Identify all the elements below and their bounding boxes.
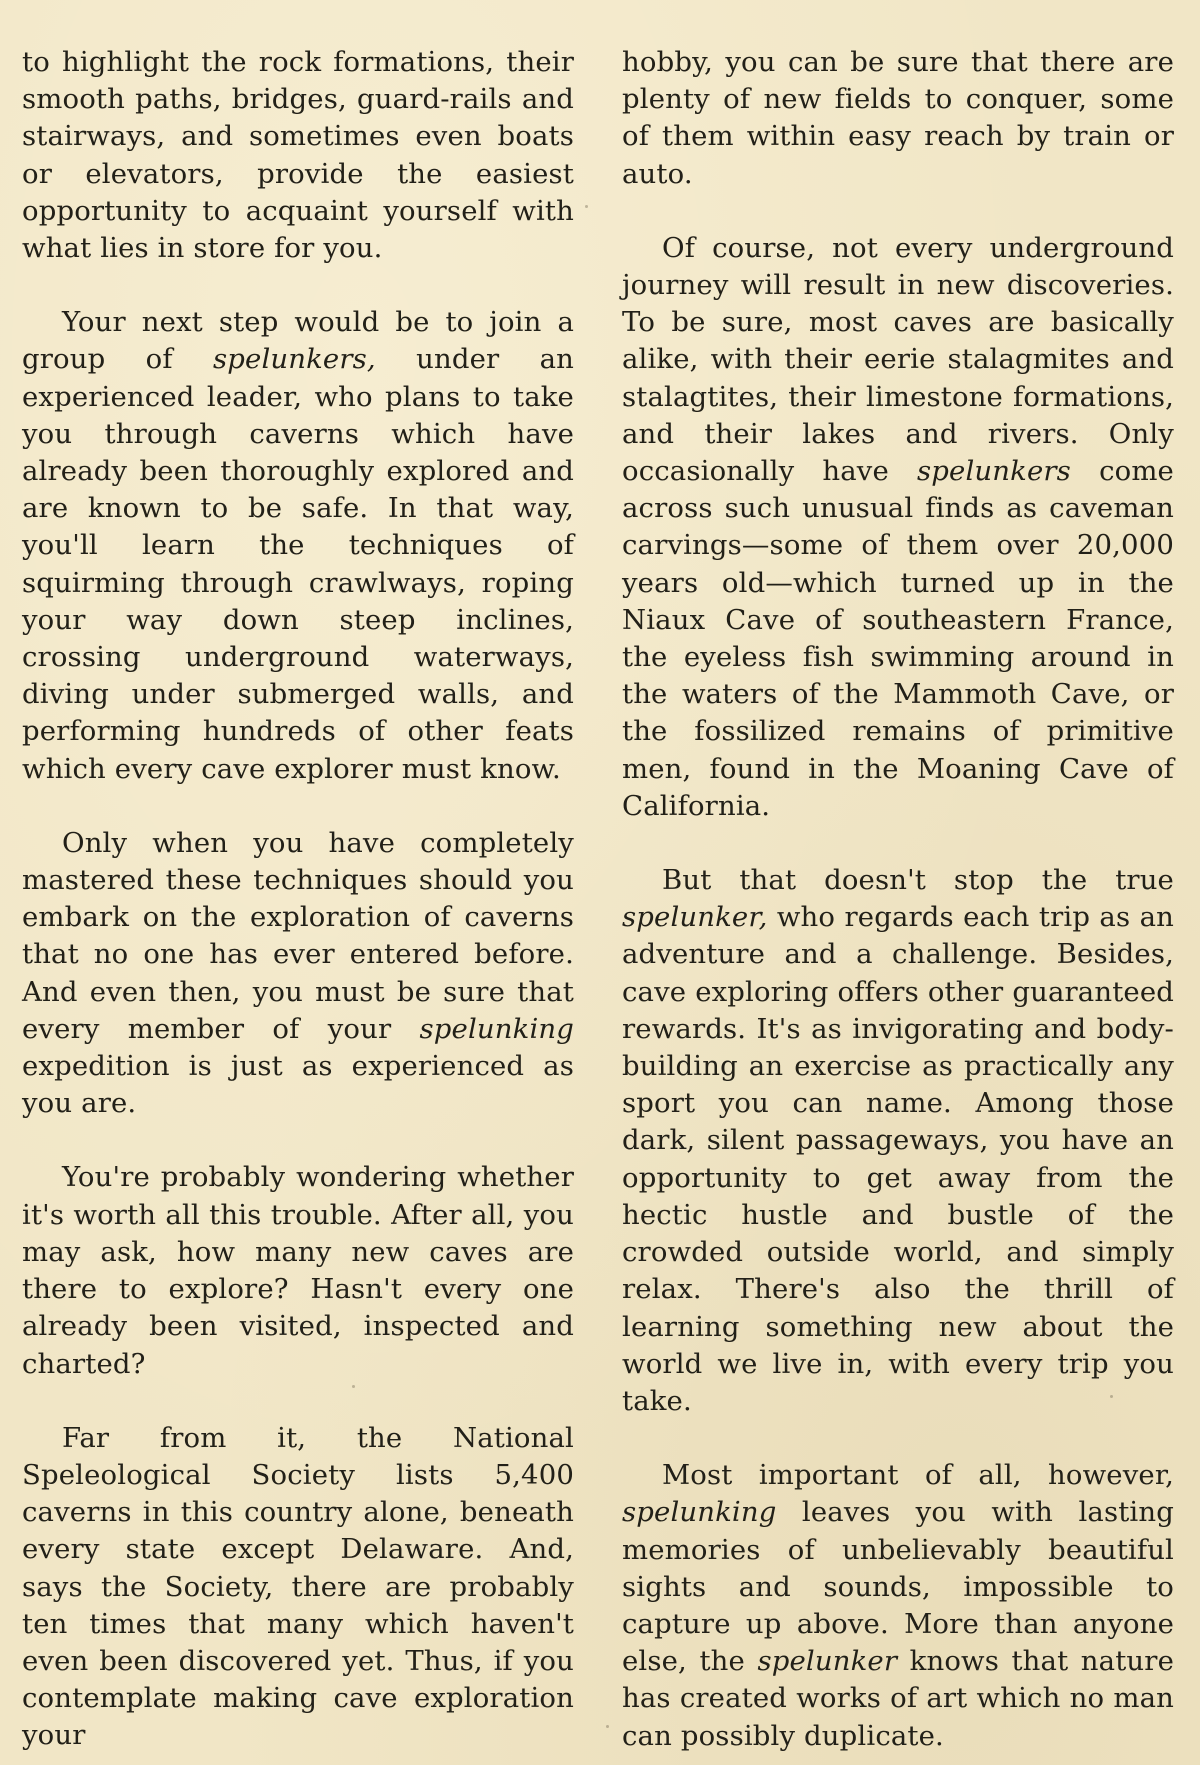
italic-term: spelunker bbox=[757, 1645, 898, 1678]
paragraph-text: under an experienced leader, who plans to take you through caverns which have already been thoroughly explored and are known to be safe. In that way, you'll learn the techniques of squirming through crawlways, roping your way down steep inclines, crossing underground waterways, diving under submerged walls, and performing hundreds of other feats which every cave explorer must know. bbox=[22, 343, 574, 785]
paragraph-text: Of course, not every underground journey will result in new discoveries. To be sure, most caves are basically alike, with their eerie stalagmites and stalagtites, their limestone formations, and their lakes and rivers. Only occasionally have bbox=[622, 231, 1174, 488]
paragraph-text: You're probably wondering whether it's worth all this trouble. After all, you may ask, how many new caves are there to explore? Hasn't every one already been visited, inspected and charted? bbox=[22, 1161, 574, 1380]
paragraph bbox=[22, 825, 574, 1123]
italic-term: spelunkers, bbox=[213, 343, 376, 376]
paragraph-text: Most important of all, however, bbox=[662, 1459, 1174, 1492]
paragraph-text: But that doesn't stop the true bbox=[662, 864, 1174, 897]
right-column bbox=[622, 44, 1174, 1755]
paragraph bbox=[22, 1420, 574, 1755]
left-column bbox=[22, 44, 574, 1755]
paragraph bbox=[622, 862, 1174, 1420]
paragraph-text: Your next step would be to join a group of bbox=[22, 306, 574, 376]
paragraph-text: come across such unusual finds as caveman carvings—some of them over 20,000 years old—which turned up in the Niaux Cave of southeastern France, the eyeless fish swimming around in the waters of the Mammoth Cave, or the fossilized remains of primitive men, found in the Moaning Cave of California. bbox=[622, 455, 1174, 822]
paragraph-text: knows that nature has created works of art which no man can possibly duplicate. bbox=[622, 1645, 1174, 1752]
paragraph bbox=[622, 1457, 1174, 1755]
paper-speck bbox=[585, 205, 588, 208]
italic-term: spelunking bbox=[622, 1496, 777, 1529]
paper-speck bbox=[606, 1725, 609, 1728]
paragraph-text: expedition is just as experienced as you are. bbox=[22, 1050, 574, 1120]
italic-term: spelunker, bbox=[622, 901, 768, 934]
paper-speck bbox=[352, 1385, 355, 1388]
paragraph bbox=[22, 1159, 574, 1382]
paragraph-text: who regards each trip as an adventure and a challenge. Besides, cave exploring offers other guaranteed rewards. It's as invigorating and body-building an exercise as practically any sport you can name. Among those dark, silent passageways, you have an opportunity to get away from the hectic hustle and bustle of the crowded outside world, and simply relax. There's also the thrill of learning something new about the world we live in, with every trip you take. bbox=[622, 901, 1174, 1417]
paragraph-text: leaves you with lasting memories of unbelievably beautiful sights and sounds, impossible to capture up above. More than anyone else, the bbox=[622, 1496, 1174, 1678]
paragraph bbox=[22, 44, 574, 267]
paragraph bbox=[22, 304, 574, 788]
paragraph-text: to highlight the rock formations, their smooth paths, bridges, guard-rails and stairways, and sometimes even boats or elevators, provide the easiest opportunity to acquaint yourself with what lies in store for you. bbox=[22, 46, 574, 265]
italic-term: spelunkers bbox=[917, 455, 1071, 488]
paragraph bbox=[622, 44, 1174, 193]
paper-speck bbox=[1110, 1395, 1113, 1398]
italic-term: spelunking bbox=[419, 1012, 574, 1045]
paragraph bbox=[622, 230, 1174, 825]
paragraph-text: Only when you have completely mastered these techniques should you embark on the exploration of caverns that no one has ever entered before. And even then, you must be sure that every member of your bbox=[22, 826, 574, 1045]
paragraph-text: hobby, you can be sure that there are plenty of new fields to conquer, some of them within easy reach by train or auto. bbox=[622, 46, 1174, 190]
paragraph-text: Far from it, the National Speleological Society lists 5,400 caverns in this country alone, beneath every state except Delaware. And, says the Society, there are probably ten times that many which haven't even been discovered yet. Thus, if you contemplate making cave exploration your bbox=[22, 1421, 574, 1752]
